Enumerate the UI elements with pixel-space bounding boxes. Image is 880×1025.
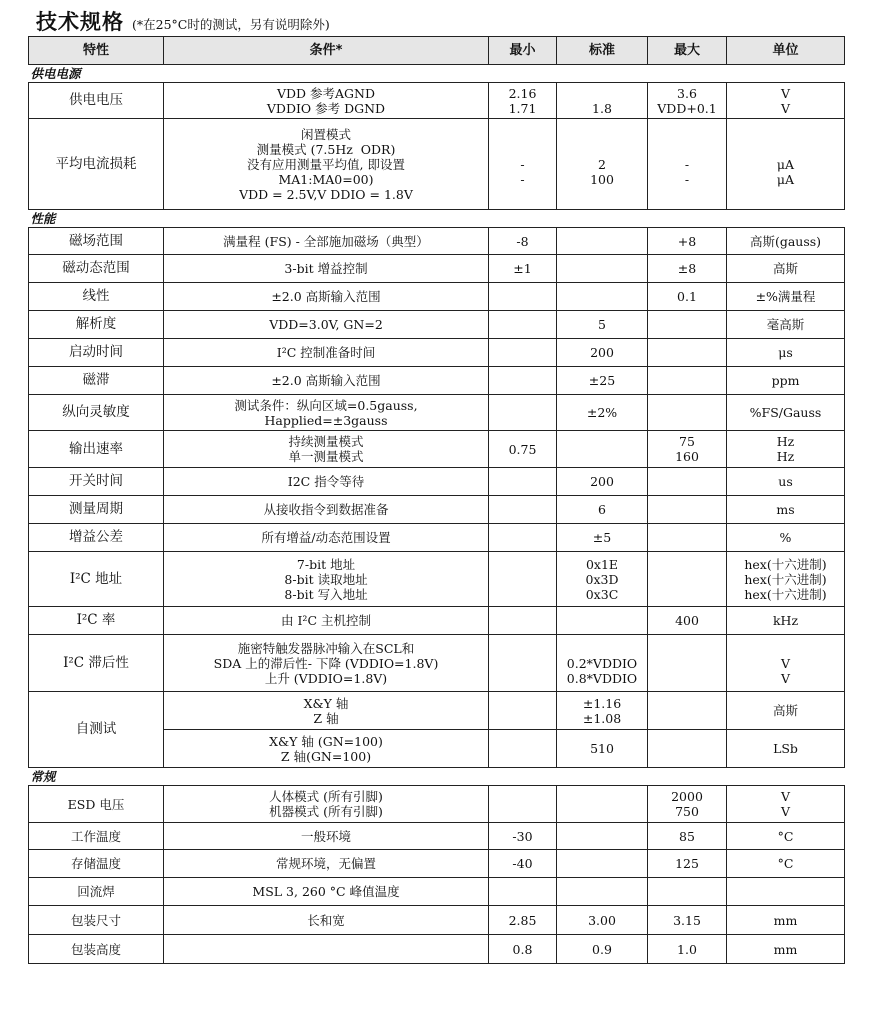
param-min: 2.16 1.71	[489, 83, 557, 119]
param-cond: 从接收指令到数据准备	[164, 496, 489, 524]
param-typ: ±2%	[557, 395, 648, 431]
param-typ: 200	[557, 339, 648, 367]
param-typ	[557, 850, 648, 878]
param-cond: 7-bit 地址 8-bit 读取地址 8-bit 写入地址	[164, 552, 489, 607]
param-max: 3.6 VDD+0.1	[648, 83, 727, 119]
param-max	[648, 692, 727, 730]
param-typ: 6	[557, 496, 648, 524]
title-main: 技术规格	[36, 10, 124, 34]
param-name: 纵向灵敏度	[29, 395, 164, 431]
param-unit: μs	[727, 339, 845, 367]
param-max: 3.15	[648, 906, 727, 935]
param-min	[489, 524, 557, 552]
param-min: -8	[489, 228, 557, 255]
param-max	[648, 395, 727, 431]
table-row	[29, 786, 845, 823]
param-name: 开关时间	[29, 468, 164, 496]
param-name: 工作温度	[29, 823, 164, 850]
param-max: - -	[648, 119, 727, 210]
param-cond: 人体模式 (所有引脚) 机器模式 (所有引脚)	[164, 786, 489, 823]
param-min: ±1	[489, 255, 557, 283]
param-name: ESD 电压	[29, 786, 164, 823]
param-cond: 满量程 (FS) - 全部施加磁场（典型）	[164, 228, 489, 255]
param-name: 磁滞	[29, 367, 164, 395]
table-row	[29, 524, 845, 552]
header-max: 最大	[648, 37, 727, 65]
param-name: I²C 率	[29, 607, 164, 635]
table-row	[29, 692, 845, 730]
param-cond: 长和宽	[164, 906, 489, 935]
param-unit: 高斯	[727, 255, 845, 283]
param-unit: 高斯(gauss)	[727, 228, 845, 255]
param-cond: 由 I²C 主机控制	[164, 607, 489, 635]
param-name: 输出速率	[29, 431, 164, 468]
param-min	[489, 367, 557, 395]
param-typ: 0x1E 0x3D 0x3C	[557, 552, 648, 607]
param-cond: I2C 指令等待	[164, 468, 489, 496]
param-min	[489, 468, 557, 496]
param-min	[489, 283, 557, 311]
table-row	[29, 496, 845, 524]
header-param: 特性	[29, 37, 164, 65]
param-cond: 闲置模式 测量模式 (7.5Hz ODR) 没有应用测量平均值, 即设置 MA1:MA0=00) VDD = 2.5V,V DDIO = 1.8V	[164, 119, 489, 210]
table-row	[29, 431, 845, 468]
table-row	[29, 906, 845, 935]
table-row	[29, 935, 845, 964]
param-cond: 所有增益/动态范围设置	[164, 524, 489, 552]
param-min	[489, 878, 557, 906]
section-label: 常规	[29, 768, 845, 786]
param-unit: LSb	[727, 730, 845, 768]
param-typ: 3.00	[557, 906, 648, 935]
param-min: 0.8	[489, 935, 557, 964]
param-name: 启动时间	[29, 339, 164, 367]
param-typ	[557, 283, 648, 311]
param-cond	[164, 935, 489, 964]
param-max: 0.1	[648, 283, 727, 311]
param-cond: 3-bit 增益控制	[164, 255, 489, 283]
param-min: -40	[489, 850, 557, 878]
param-min: -30	[489, 823, 557, 850]
param-name: 磁场范围	[29, 228, 164, 255]
param-name: 包装尺寸	[29, 906, 164, 935]
param-typ: 510	[557, 730, 648, 768]
param-unit: ±%满量程	[727, 283, 845, 311]
param-min	[489, 786, 557, 823]
param-unit: %	[727, 524, 845, 552]
header-unit: 单位	[727, 37, 845, 65]
param-min	[489, 552, 557, 607]
param-cond: 施密特触发器脉冲输入在SCL和 SDA 上的滞后性- 下降 (VDDIO=1.8V) 上升 (VDDIO=1.8V)	[164, 635, 489, 692]
param-min	[489, 395, 557, 431]
param-name: 供电电压	[29, 83, 164, 119]
param-typ: 1.8	[557, 83, 648, 119]
param-max: 85	[648, 823, 727, 850]
param-cond: MSL 3, 260 °C 峰值温度	[164, 878, 489, 906]
table-row	[29, 228, 845, 255]
param-cond: ±2.0 高斯输入范围	[164, 283, 489, 311]
param-name: 磁动态范围	[29, 255, 164, 283]
param-max	[648, 468, 727, 496]
param-max	[648, 367, 727, 395]
param-typ	[557, 255, 648, 283]
param-typ: ±5	[557, 524, 648, 552]
param-cond: VDD 参考AGND VDDIO 参考 DGND	[164, 83, 489, 119]
param-max: 2000 750	[648, 786, 727, 823]
table-row	[29, 552, 845, 607]
param-unit: μA μA	[727, 119, 845, 210]
param-unit: mm	[727, 906, 845, 935]
param-max: 1.0	[648, 935, 727, 964]
section-perf	[29, 210, 845, 228]
table-row	[29, 311, 845, 339]
table-row	[29, 850, 845, 878]
param-unit: V V	[727, 635, 845, 692]
param-name: 自测试	[29, 692, 164, 768]
param-max	[648, 339, 727, 367]
param-min: 0.75	[489, 431, 557, 468]
param-unit: 高斯	[727, 692, 845, 730]
param-unit: kHz	[727, 607, 845, 635]
table-row	[29, 367, 845, 395]
section-label: 性能	[29, 210, 845, 228]
param-cond: X&Y 轴 (GN=100) Z 轴(GN=100)	[164, 730, 489, 768]
param-name: 解析度	[29, 311, 164, 339]
param-max: 75 160	[648, 431, 727, 468]
table-row	[29, 339, 845, 367]
param-min	[489, 496, 557, 524]
table-row	[29, 395, 845, 431]
section-label: 供电电源	[29, 65, 845, 83]
param-cond: VDD=3.0V, GN=2	[164, 311, 489, 339]
param-max	[648, 311, 727, 339]
param-typ: ±25	[557, 367, 648, 395]
param-name: I²C 滞后性	[29, 635, 164, 692]
param-name: 存储温度	[29, 850, 164, 878]
param-min	[489, 692, 557, 730]
param-max: +8	[648, 228, 727, 255]
header-typ: 标准	[557, 37, 648, 65]
param-min	[489, 339, 557, 367]
param-typ: 5	[557, 311, 648, 339]
param-unit	[727, 878, 845, 906]
param-unit: mm	[727, 935, 845, 964]
param-typ: 2 100	[557, 119, 648, 210]
param-max	[648, 496, 727, 524]
param-unit: us	[727, 468, 845, 496]
param-cond: I²C 控制准备时间	[164, 339, 489, 367]
param-min	[489, 730, 557, 768]
param-typ: 0.2*VDDIO 0.8*VDDIO	[557, 635, 648, 692]
param-unit: hex(十六进制) hex(十六进制) hex(十六进制)	[727, 552, 845, 607]
param-max	[648, 878, 727, 906]
param-cond: 一般环境	[164, 823, 489, 850]
param-cond: 持续测量模式 单一测量模式	[164, 431, 489, 468]
param-name: 平均电流损耗	[29, 119, 164, 210]
param-min: - -	[489, 119, 557, 210]
param-unit: °C	[727, 823, 845, 850]
header-row	[29, 37, 845, 65]
param-typ	[557, 786, 648, 823]
param-typ	[557, 823, 648, 850]
table-row	[29, 878, 845, 906]
table-row	[29, 607, 845, 635]
param-max	[648, 635, 727, 692]
param-name: 包装高度	[29, 935, 164, 964]
param-typ: 200	[557, 468, 648, 496]
page-title	[36, 6, 330, 32]
param-unit: 毫高斯	[727, 311, 845, 339]
param-min	[489, 311, 557, 339]
header-cond: 条件*	[164, 37, 489, 65]
param-cond: ±2.0 高斯输入范围	[164, 367, 489, 395]
param-max	[648, 730, 727, 768]
param-unit: %FS/Gauss	[727, 395, 845, 431]
param-typ: ±1.16 ±1.08	[557, 692, 648, 730]
param-min	[489, 635, 557, 692]
param-min	[489, 607, 557, 635]
param-max	[648, 552, 727, 607]
param-typ	[557, 228, 648, 255]
table-row	[29, 283, 845, 311]
section-power	[29, 65, 845, 83]
param-name: I²C 地址	[29, 552, 164, 607]
table-row	[29, 83, 845, 119]
param-max: ±8	[648, 255, 727, 283]
header-min: 最小	[489, 37, 557, 65]
param-max: 125	[648, 850, 727, 878]
param-typ	[557, 607, 648, 635]
param-cond: 测试条件：纵向区域=0.5gauss, Happlied=±3gauss	[164, 395, 489, 431]
param-unit: ms	[727, 496, 845, 524]
param-unit: V V	[727, 786, 845, 823]
title-note: (*在25°C时的测试，另有说明除外)	[132, 17, 330, 32]
table-row	[29, 255, 845, 283]
param-cond: 常规环境，无偏置	[164, 850, 489, 878]
param-name: 线性	[29, 283, 164, 311]
table-row	[29, 468, 845, 496]
param-unit: ppm	[727, 367, 845, 395]
section-general	[29, 768, 845, 786]
param-name: 增益公差	[29, 524, 164, 552]
param-max	[648, 524, 727, 552]
param-typ	[557, 431, 648, 468]
spec-table	[28, 36, 845, 964]
param-name: 测量周期	[29, 496, 164, 524]
param-name: 回流焊	[29, 878, 164, 906]
table-row	[29, 635, 845, 692]
table-row	[29, 823, 845, 850]
param-cond: X&Y 轴 Z 轴	[164, 692, 489, 730]
param-unit: Hz Hz	[727, 431, 845, 468]
param-typ	[557, 878, 648, 906]
param-max: 400	[648, 607, 727, 635]
param-min: 2.85	[489, 906, 557, 935]
param-typ: 0.9	[557, 935, 648, 964]
table-row	[29, 119, 845, 210]
param-unit: °C	[727, 850, 845, 878]
param-unit: V V	[727, 83, 845, 119]
